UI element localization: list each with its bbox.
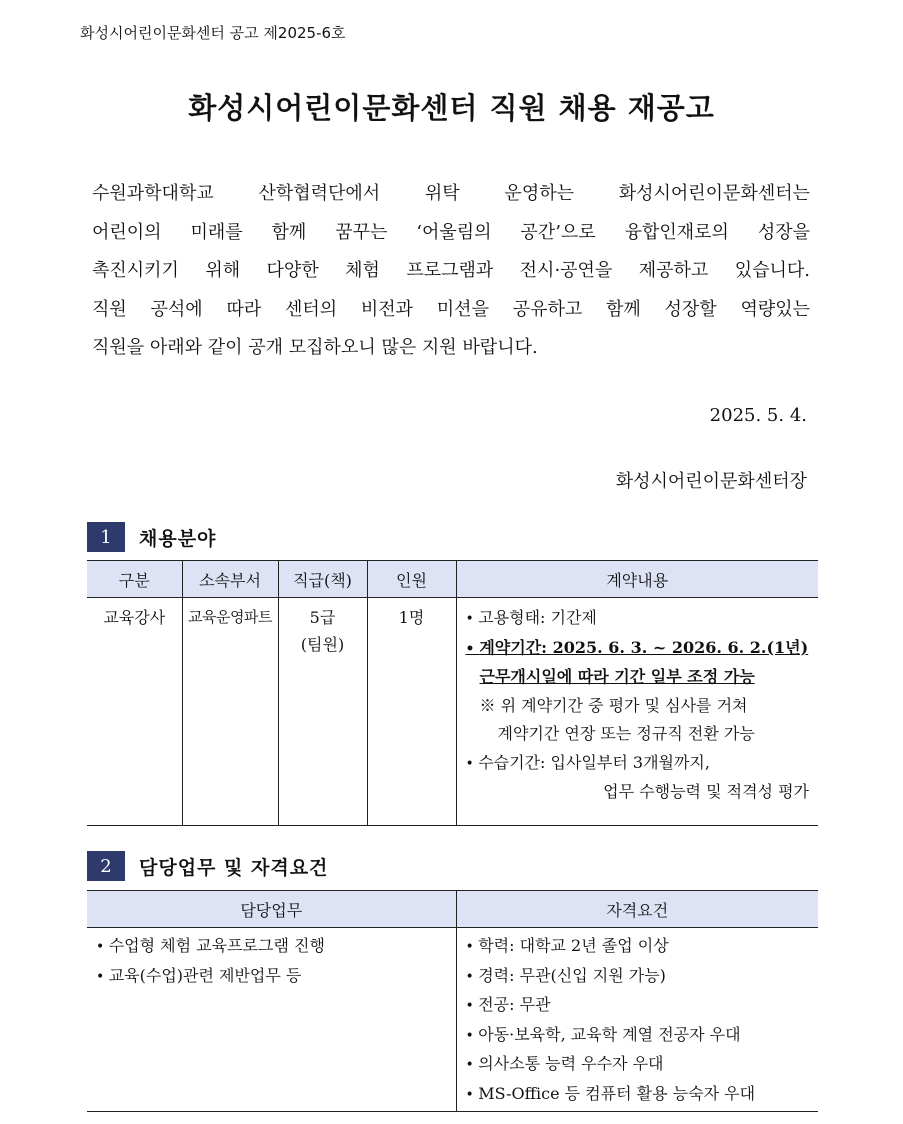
intro-line: 어린이의 미래를 함께 꿈꾸는 ‘어울림의 공간’으로 융합인재로의 성장을 xyxy=(92,221,810,243)
col-header-headcount: 인원 xyxy=(367,561,456,598)
list-item: • MS-Office 등 컴퓨터 활용 능숙자 우대 xyxy=(466,1080,814,1110)
contract-period-note: 근무개시일에 따라 기간 일부 조정 가능 xyxy=(479,667,755,686)
employment-type: • 고용형태: 기간제 xyxy=(466,604,814,634)
grade-level: 5급 xyxy=(309,608,336,627)
list-item: • 학력: 대학교 2년 졸업 이상 xyxy=(466,932,814,962)
recruitment-table xyxy=(87,560,818,826)
cell-grade xyxy=(278,598,367,826)
document-title: 화성시어린이문화센터 직원 채용 재공고 xyxy=(188,91,715,125)
notice-number: 화성시어린이문화센터 공고 제2025-6호 xyxy=(80,24,346,42)
list-item: • 경력: 무관(신입 지원 가능) xyxy=(466,962,814,992)
contract-remark: 계약기간 연장 또는 정규직 전환 가능 xyxy=(497,724,755,743)
list-item: • 수업형 체험 교육프로그램 진행 xyxy=(96,932,451,962)
list-item: • 아동·보육학, 교육학 계열 전공자 우대 xyxy=(466,1021,814,1051)
section-heading-duties xyxy=(87,851,328,881)
intro-paragraph xyxy=(92,175,810,368)
col-header-qualifications: 자격요건 xyxy=(456,891,818,928)
cell-contract xyxy=(456,598,818,826)
list-item: • 전공: 무관 xyxy=(466,991,814,1021)
cell-category: 교육강사 xyxy=(87,598,182,826)
grade-role: (팀원) xyxy=(300,635,345,654)
table-header-row xyxy=(87,891,818,928)
table-header-row xyxy=(87,561,818,598)
probation-evaluation: 업무 수행능력 및 적격성 평가 xyxy=(603,782,809,801)
section-number-badge: 2 xyxy=(87,851,125,881)
col-header-category: 구분 xyxy=(87,561,182,598)
duties-qualifications-table xyxy=(87,890,818,1112)
intro-line: 수원과학대학교 산학협력단에서 위탁 운영하는 화성시어린이문화센터는 xyxy=(92,183,810,204)
qualifications-list xyxy=(458,932,818,1109)
section-heading-recruitment xyxy=(87,522,216,552)
intro-line: 촉진시키기 위해 다양한 체험 프로그램과 전시·공연을 제공하고 있습니다. xyxy=(92,260,810,281)
intro-line: 직원 공석에 따라 센터의 비전과 미션을 공유하고 함께 성장할 역량있는 xyxy=(92,298,810,320)
contract-period: • 계약기간: 2025. 6. 3. ~ 2026. 6. 2.(1년) xyxy=(466,634,814,664)
section-title: 담당업무 및 자격요건 xyxy=(139,856,329,879)
list-item: • 교육(수업)관련 제반업무 등 xyxy=(96,962,451,992)
table-row xyxy=(87,928,818,1112)
probation-period: • 수습기간: 입사일부터 3개월까지, xyxy=(466,749,814,779)
duties-list xyxy=(88,932,455,991)
table-row xyxy=(87,598,818,826)
list-item: • 의사소통 능력 우수자 우대 xyxy=(466,1050,814,1080)
cell-department: 교육운영파트 xyxy=(182,598,278,826)
col-header-contract: 계약내용 xyxy=(456,561,818,598)
contract-list xyxy=(458,604,818,807)
contract-remark: ※ 위 계약기간 중 평가 및 심사를 거쳐 xyxy=(479,695,748,715)
section-title: 채용분야 xyxy=(139,527,217,550)
intro-line: 직원을 아래와 같이 공개 모집하오니 많은 지원 바랍니다. xyxy=(92,337,538,358)
section-number-badge: 1 xyxy=(87,522,125,552)
cell-qualifications xyxy=(456,928,818,1112)
notice-date: 2025. 5. 4. xyxy=(709,405,807,426)
issuer-name: 화성시어린이문화센터장 xyxy=(615,471,807,492)
col-header-department: 소속부서 xyxy=(182,561,278,598)
col-header-duties: 담당업무 xyxy=(87,891,456,928)
cell-headcount: 1명 xyxy=(367,598,456,826)
col-header-grade: 직급(책) xyxy=(278,561,367,598)
cell-duties xyxy=(87,928,456,1112)
